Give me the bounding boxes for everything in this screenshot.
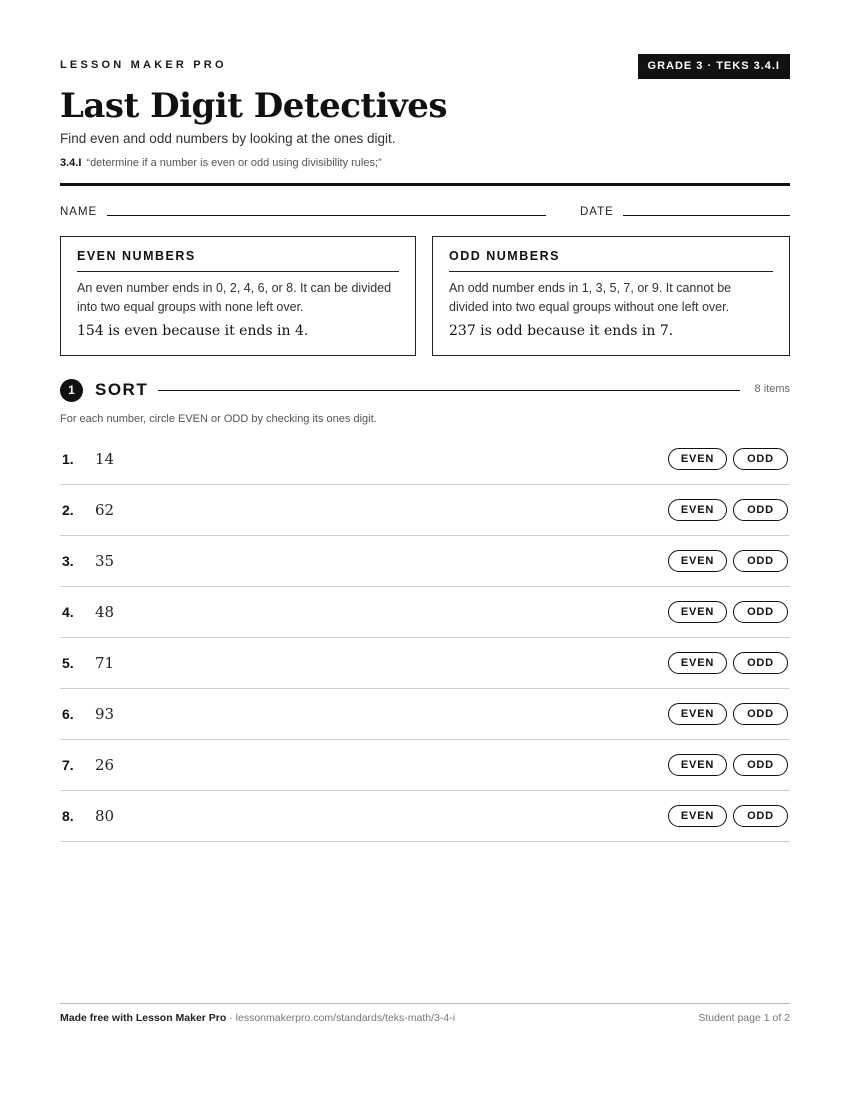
item-number: 3.	[62, 553, 74, 569]
section-title: SORT	[95, 380, 149, 399]
item-number: 1.	[62, 451, 74, 467]
even-numbers-box	[60, 236, 416, 356]
odd-box-heading: ODD NUMBERS	[449, 249, 773, 272]
item-value: 93	[95, 705, 115, 723]
even-choice[interactable]: EVEN	[668, 805, 727, 827]
odd-choice[interactable]: ODD	[733, 499, 788, 521]
even-choice[interactable]: EVEN	[668, 754, 727, 776]
grade-badge: GRADE 3 · TEKS 3.4.I	[638, 54, 790, 79]
footer-divider	[60, 1003, 790, 1004]
item-number: 7.	[62, 757, 74, 773]
item-number: 5.	[62, 655, 74, 671]
list-item	[60, 434, 790, 485]
item-number: 4.	[62, 604, 74, 620]
odd-choice[interactable]: ODD	[733, 652, 788, 674]
page-title: Last Digit Detectives	[60, 86, 448, 126]
even-choice[interactable]: EVEN	[668, 550, 727, 572]
footer-url[interactable]: · lessonmakerpro.com/standards/teks-math/3-4-i	[226, 1012, 456, 1024]
page-indicator: Student page 1 of 2	[698, 1012, 790, 1024]
item-value: 14	[95, 450, 115, 468]
even-choice[interactable]: EVEN	[668, 652, 727, 674]
list-item	[60, 536, 790, 587]
section-number-badge: 1	[60, 379, 83, 402]
even-choice[interactable]: EVEN	[668, 448, 727, 470]
name-field[interactable]	[107, 215, 546, 216]
even-definition: An even number ends in 0, 2, 4, 6, or 8. It can be divided into two equal groups with none left over.	[77, 281, 392, 314]
item-count: 8 items	[754, 383, 790, 395]
even-box-heading: EVEN NUMBERS	[77, 249, 399, 272]
odd-definition: An odd number ends in 1, 3, 5, 7, or 9. It cannot be divided into two equal groups without one left over.	[449, 281, 732, 314]
item-value: 80	[95, 807, 115, 825]
item-number: 8.	[62, 808, 74, 824]
odd-example: 237 is odd because it ends in 7.	[449, 323, 674, 339]
list-item	[60, 689, 790, 740]
section-instructions: For each number, circle EVEN or ODD by checking its ones digit.	[60, 413, 377, 425]
header-divider	[60, 183, 790, 186]
sort-item-list	[60, 434, 790, 842]
section-divider	[158, 390, 740, 391]
item-value: 71	[95, 654, 115, 672]
item-value: 35	[95, 552, 115, 570]
odd-choice[interactable]: ODD	[733, 550, 788, 572]
standard-line	[60, 157, 382, 169]
standard-text: “determine if a number is even or odd using divisibility rules;”	[86, 157, 382, 169]
odd-choice[interactable]: ODD	[733, 448, 788, 470]
odd-choice[interactable]: ODD	[733, 754, 788, 776]
footer-made-with: Made free with Lesson Maker Pro	[60, 1012, 227, 1024]
list-item	[60, 740, 790, 791]
date-field[interactable]	[623, 215, 790, 216]
page-subtitle: Find even and odd numbers by looking at the ones digit.	[60, 131, 396, 146]
list-item	[60, 587, 790, 638]
date-label: DATE	[580, 206, 614, 218]
odd-choice[interactable]: ODD	[733, 703, 788, 725]
odd-numbers-box	[432, 236, 790, 356]
item-value: 62	[95, 501, 115, 519]
even-choice[interactable]: EVEN	[668, 601, 727, 623]
list-item	[60, 638, 790, 689]
name-label: NAME	[60, 206, 98, 218]
even-choice[interactable]: EVEN	[668, 499, 727, 521]
odd-choice[interactable]: ODD	[733, 601, 788, 623]
item-number: 2.	[62, 502, 74, 518]
item-value: 26	[95, 756, 115, 774]
list-item	[60, 485, 790, 536]
item-number: 6.	[62, 706, 74, 722]
odd-choice[interactable]: ODD	[733, 805, 788, 827]
brand-name: LESSON MAKER PRO	[60, 59, 227, 71]
even-example: 154 is even because it ends in 4.	[77, 323, 309, 339]
worksheet-page	[60, 0, 790, 1100]
standard-code: 3.4.I	[60, 157, 82, 169]
list-item	[60, 791, 790, 842]
even-choice[interactable]: EVEN	[668, 703, 727, 725]
footer-credit	[60, 1012, 455, 1024]
item-value: 48	[95, 603, 115, 621]
